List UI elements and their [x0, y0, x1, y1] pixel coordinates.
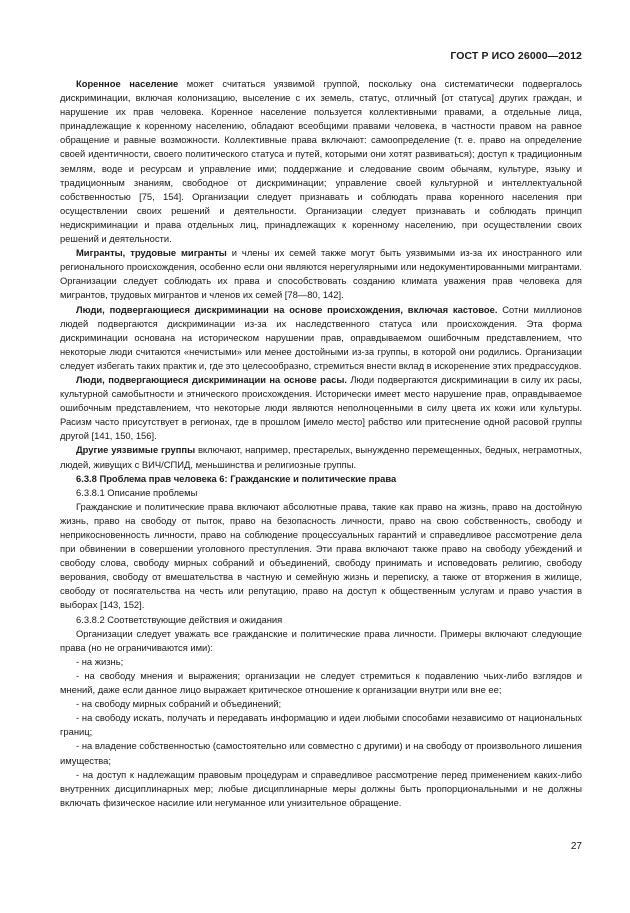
paragraph-other: Другие уязвимые группы включают, например, престарелых, вынужденно перемещенных, бедных, неграмотных, людей, живущих с ВИЧ/СПИД, меньшинства и религиозные группы.: [60, 444, 582, 470]
term-caste: Люди, подвергающиеся дискриминации на основе происхождения, включая кастовое.: [76, 303, 498, 315]
list-item: - на свободу мнения и выражения; организации не следует стремиться к подавлению чьих-либо взглядов и мнений, даже если данное лицо выражает критическое отношение к организации внутри или вне ее;: [60, 669, 582, 696]
term-migrants: Мигранты, трудовые мигранты: [76, 247, 227, 259]
page-body: [60, 77, 582, 810]
term-race: Люди, подвергающиеся дискриминации на основе расы.: [76, 373, 347, 385]
section-heading: 6.3.8 Проблема прав человека 6: Гражданские и политические права: [76, 472, 397, 484]
page-number: 27: [570, 841, 582, 852]
running-header: ГОСТ Р ИСО 26000—2012: [450, 50, 582, 62]
term-indigenous: Коренное население: [76, 78, 179, 89]
subsection-1-title: 6.3.8.1 Описание проблемы: [76, 486, 198, 498]
subsection-1-text: Гражданские и политические права включают абсолютные права, такие как право на жизнь, право на достойную жизнь, право на свободу от пыток, право на безопасность личности, право на свою собственность, свободу и неприкосновенность личности, право на соблюдение процессуальных гарантий и справедливое рассмотрение дела при обвинении в совершении уголовного преступления. Эти права включают также право на свободу убеждений и свободу слова, свободу мирных собраний и объединений, свободу принимать и исповедовать религию, свободу верования, свободу от вмешательства в частную и семейную жизнь и переписку, а также от вторжения в жилище, свободу от посягательства на честь или репутацию, право на доступ к общественным услугам и право участия в выборах [143, 152].: [60, 500, 582, 611]
list-item: - на свободу мирных собраний и объединений;: [76, 698, 282, 710]
paragraph-race: Люди, подвергающиеся дискриминации на основе расы. Люди подвергаются дискриминации в силу их расы, культурной самобытности и этнического происхождения. Исторически имеет место нарушение прав, оправдываемое ошибочным представлением, что некоторые люди являются неполноценными в силу цвета их кожи или культуры. Расизм часто присутствует в регионах, где в прошлом [имело место] рабство или притеснение одной расовой группы другой [141, 150, 156].: [60, 373, 582, 442]
paragraph-indigenous: Коренное население может считаться уязвимой группой, поскольку она систематически подвергалось дискриминации, включая колонизацию, выселение с их земель, статус, отличный [от статуса] других граждан, и нарушение их прав человека. Коренное население пользуется коллективными правами, а отдельные лица, принадлежащие к коренному населению, обладают всеобщими правами человека, в частности правом на равное обращение и равные возможности. Коллективные права включают: самоопределение (т. е. право на определение своей идентичности, своего политического статуса и путей, которыми они хотят развиваться); доступ к традиционным землям, воде и ресурсам и управление ими; поддержание и следование своим обычаям, культуре, языку и традиционным знаниям, свободное от дискриминации; управление своей культурной и интеллектуальной собственностью [75, 154]. Организации следует признавать и соблюдать права коренного населения при осуществлении своих решений и деятельности. Организации следует признавать и соблюдать принцип недискриминации и права отдельных лиц, принадлежащих к коренному населению, при осуществлении своих решений и деятельности.: [60, 78, 583, 245]
list-item: - на жизнь;: [76, 655, 124, 667]
list-item: - на доступ к надлежащим правовым процедурам и справедливое рассмотрение перед применением каких-либо внутренних дисциплинарных мер; любые дисциплинарные меры должны быть пропорциональными и не должны включать физическое насилие или негуманное или унизительное обращение.: [60, 768, 582, 808]
subsection-2-title: 6.3.8.2 Соответствующие действия и ожидания: [76, 613, 283, 625]
list-item: - на владение собственностью (самостоятельно или совместно с другими) и на свободу от произвольного лишения имущества;: [60, 740, 582, 766]
subsection-2-intro: Организации следует уважать все гражданские и политические права личности. Примеры включают следующие права (но не ограничиваются ими):: [60, 627, 582, 653]
paragraph-caste: Люди, подвергающиеся дискриминации на основе происхождения, включая кастовое. Сотни миллионов людей подвергаются дискриминации из-за их наследственного статуса или происхождения. Эта форма дискриминации основана на историческом нарушении прав, оправдываемом ошибочным представлением, что некоторые люди считаются «нечистыми» или менее достойными из-за группы, в которой они родились. Организации следует избегать таких практик и, где это целесообразно, стремиться внести вклад в искоренение этих предрассудков.: [60, 303, 582, 371]
term-other: Другие уязвимые группы: [76, 444, 196, 456]
list-item: - на свободу искать, получать и передавать информацию и идеи любыми способами независимо от национальных границ;: [60, 712, 582, 738]
paragraph-migrants: Мигранты, трудовые мигранты и члены их семей также могут быть уязвимыми из-за их иностранного или регионального происхождения, особенно если они являются нерегулярными или недокументированными мигрантами. Организации следует соблюдать их права и способствовать созданию климата уважения прав человека для мигрантов, трудовых мигрантов и членов их семей [78—80, 142].: [60, 247, 582, 301]
